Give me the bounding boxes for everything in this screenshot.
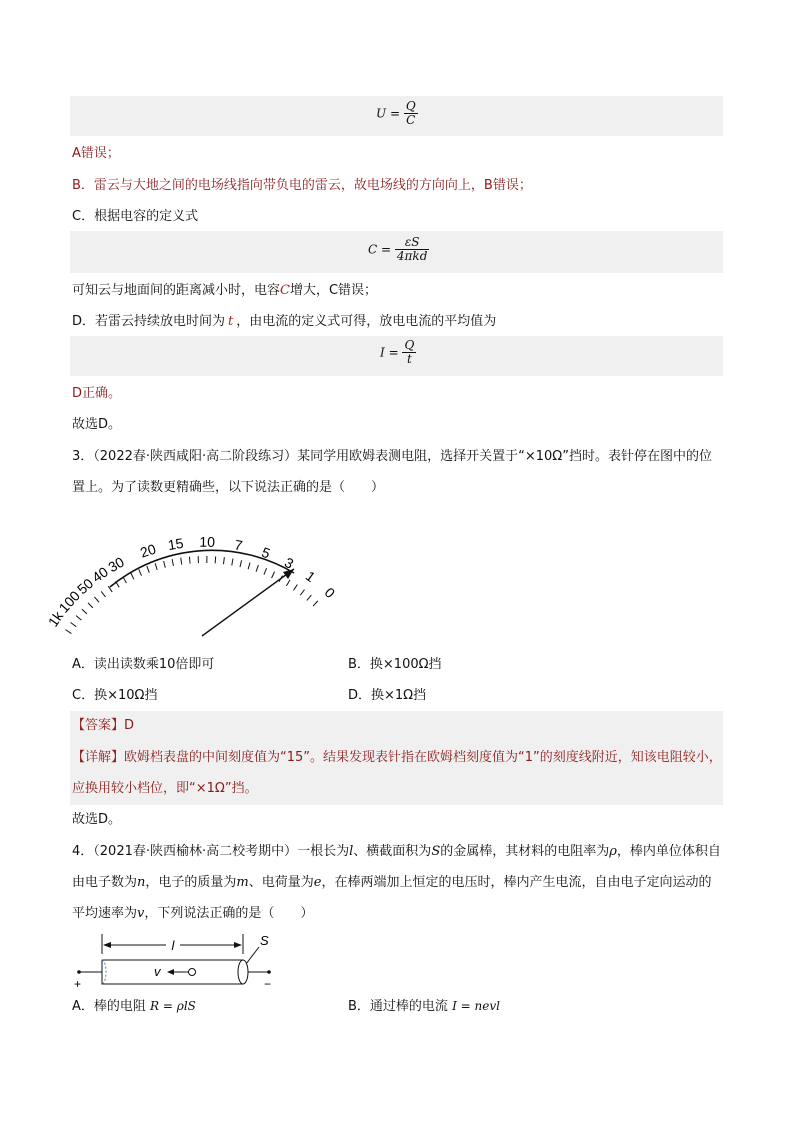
- formula-c-eq: =: [381, 242, 392, 257]
- formula-u-denominator: C: [406, 113, 416, 127]
- dial-tick: [147, 566, 149, 573]
- q4-option-b[interactable]: [348, 996, 500, 1017]
- dial-label: 1: [302, 567, 319, 586]
- dial-tick: [139, 569, 142, 575]
- q3-stem: 3．（2022春·陕西咸阳·高二阶段练习）某同学用欧姆表测电阻，选择开关置于“×10Ω”挡时。表针停在图中的位置上。为了读数更精确些，以下说法正确的是（ ）: [72, 449, 712, 495]
- metal-rod-figure: [68, 932, 288, 992]
- formula-i-lhs: I: [380, 345, 385, 360]
- q3-detail: [72, 742, 722, 804]
- line-d-correct: D正确。: [72, 386, 122, 401]
- q4-option-a-formula: R = ρlS: [150, 999, 196, 1013]
- formula-i-denominator: t: [406, 352, 412, 366]
- q3-option-a[interactable]: A．读出读数乘10倍即可: [72, 657, 215, 672]
- q4-var-l: l: [349, 844, 354, 859]
- dial-label: 7: [233, 536, 244, 554]
- q3-option-d[interactable]: D．换×1Ω挡: [348, 688, 427, 703]
- dial-label: 20: [138, 540, 158, 561]
- q3-option-b[interactable]: B．换×100Ω挡: [348, 657, 442, 672]
- dial-tick: [164, 561, 166, 568]
- formula-i-fraction: [402, 339, 416, 366]
- c-conclusion-text-2: 增大，C错误；: [289, 283, 378, 298]
- dial-tick: [94, 597, 99, 602]
- area-label-s: S: [260, 933, 269, 948]
- dial-tick: [131, 573, 134, 579]
- length-dim-arrow-right: [234, 942, 242, 948]
- dial-tick: [264, 568, 267, 574]
- electron: [189, 969, 196, 976]
- dial-label: 0: [321, 584, 339, 602]
- terminal-right: [267, 970, 271, 974]
- dial-tick: [223, 557, 224, 564]
- d-line-text-1: D．若雷云持续放电时间为: [72, 314, 226, 329]
- formula-u-lhs: U: [376, 106, 387, 121]
- dial-tick: [82, 609, 87, 614]
- velocity-arrowhead: [167, 969, 174, 975]
- q4-stem: [72, 836, 722, 929]
- q4-stem-part-8: ，下列说法正确的是（ ）: [144, 906, 314, 921]
- q4-stem-part-2: 、横截面积为: [353, 844, 432, 859]
- d-line-text-2: ，由电流的定义式可得，放电电流的平均值为: [236, 314, 497, 329]
- line-b: B．雷云与大地之间的电场线指向带负电的雷云，故电场线的方向向上，B错误；: [72, 178, 532, 193]
- dial-tick: [116, 581, 120, 587]
- line-choose-d: 故选D。: [72, 417, 122, 432]
- q4-option-a-text: A．棒的电阻: [72, 999, 146, 1014]
- q4-option-b-text: B．通过棒的电流: [348, 999, 448, 1014]
- q4-var-n: n: [137, 875, 146, 890]
- q4-stem-part-5: ，电子的质量为: [145, 875, 237, 890]
- dial-tick: [155, 563, 157, 570]
- length-label: l: [171, 938, 175, 953]
- q4-option-a[interactable]: [72, 996, 196, 1017]
- q3-detail-text: 欧姆档表盘的中间刻度值为“15”。结果发现表针指在欧姆档刻度值为“1”的刻度线附近，知该电阻较小，应换用较小档位，即“×1Ω”挡。: [72, 750, 722, 796]
- ohmmeter-dial-figure: [44, 505, 339, 640]
- dial-tick: [313, 601, 318, 606]
- plus-terminal-label: +: [74, 977, 82, 991]
- minus-terminal-label: −: [264, 977, 272, 991]
- dial-labels: [45, 534, 339, 630]
- c-conclusion-text-1: 可知云与地面间的距离减小时，电容: [72, 283, 281, 298]
- q4-var-s: S: [431, 844, 441, 859]
- rod-right-end: [238, 960, 248, 984]
- dial-tick: [232, 559, 233, 566]
- meter-needle: [202, 569, 294, 636]
- formula-c-denominator: 4πkd: [396, 249, 428, 263]
- dial-tick: [300, 590, 304, 596]
- q4-stem-part-4: ，棒内单位体积自由电子数为: [72, 844, 721, 890]
- formula-c-fraction: [395, 236, 429, 263]
- formula-i-numerator: Q: [404, 338, 415, 352]
- dial-label: 40: [89, 563, 111, 586]
- dial-tick: [293, 585, 297, 591]
- q4-var-v: v: [137, 906, 145, 921]
- q4-var-m: m: [236, 875, 249, 890]
- line-a-wrong: A错误；: [72, 146, 120, 161]
- area-pointer: [246, 947, 259, 964]
- length-dim-arrow-left: [103, 942, 111, 948]
- q4-stem-part-1: 4．（2021春·陕西榆林·高二校考期中）一根长为: [72, 844, 350, 859]
- q4-var-e: e: [313, 875, 322, 890]
- formula-u-numerator: Q: [405, 99, 416, 113]
- formula-c-lhs: C: [368, 242, 378, 257]
- dial-tick: [307, 595, 311, 600]
- q4-var-rho: ρ: [609, 844, 617, 859]
- dial-tick: [286, 580, 290, 586]
- dial-label: 1k: [44, 608, 67, 630]
- terminal-left: [77, 970, 81, 974]
- q4-option-b-formula: I = nevl: [452, 999, 500, 1013]
- dial-tick: [76, 616, 81, 620]
- line-d: [72, 312, 496, 332]
- dial-tick: [101, 591, 105, 597]
- q3-choose: 故选D。: [72, 812, 122, 827]
- dial-tick: [172, 559, 173, 566]
- dial-label: 15: [166, 534, 185, 554]
- q4-stem-part-3: 的金属棒，其材料的电阻率为: [440, 844, 610, 859]
- formula-u: [376, 100, 418, 127]
- dial-tick: [181, 558, 182, 565]
- q4-stem-part-7: ，在棒两端加上恒定的电压时，棒内产生电流，自由电子定向运动的平均速率为: [72, 875, 712, 921]
- dial-tick: [123, 577, 126, 583]
- dial-label: 100: [55, 587, 84, 616]
- dial-tick: [272, 572, 275, 578]
- formula-u-eq: =: [389, 106, 401, 121]
- formula-i: [380, 339, 416, 366]
- velocity-label: v: [154, 964, 161, 979]
- needle-arrowhead: [283, 569, 294, 579]
- line-c-conclusion: [72, 281, 377, 301]
- formula-i-eq: =: [388, 345, 399, 360]
- d-line-var: t: [228, 314, 234, 329]
- rod-left-end: [102, 960, 106, 984]
- dial-label: 5: [259, 543, 273, 562]
- q3-answer: 【答案】D: [72, 718, 135, 733]
- q3-option-c[interactable]: C．换×10Ω挡: [72, 688, 158, 703]
- dial-tick: [88, 603, 93, 608]
- dial-tick: [189, 557, 190, 564]
- dial-tick: [240, 560, 242, 567]
- line-c: C．根据电容的定义式: [72, 209, 199, 224]
- dial-tick: [248, 562, 250, 569]
- dial-tick: [71, 622, 77, 626]
- q3-detail-label: 【详解】: [72, 750, 125, 765]
- dial-tick: [66, 630, 72, 634]
- formula-c-numerator: εS: [395, 236, 429, 250]
- dial-tick: [256, 565, 258, 572]
- formula-u-fraction: [404, 100, 418, 127]
- dial-label: 10: [199, 533, 216, 550]
- dial-label: 3: [281, 554, 297, 572]
- dial-label: 50: [73, 575, 97, 598]
- dial-label: 30: [105, 553, 127, 576]
- formula-c: [368, 236, 429, 263]
- q4-stem-part-6: 、电荷量为: [248, 875, 314, 890]
- c-conclusion-var: C: [280, 283, 290, 298]
